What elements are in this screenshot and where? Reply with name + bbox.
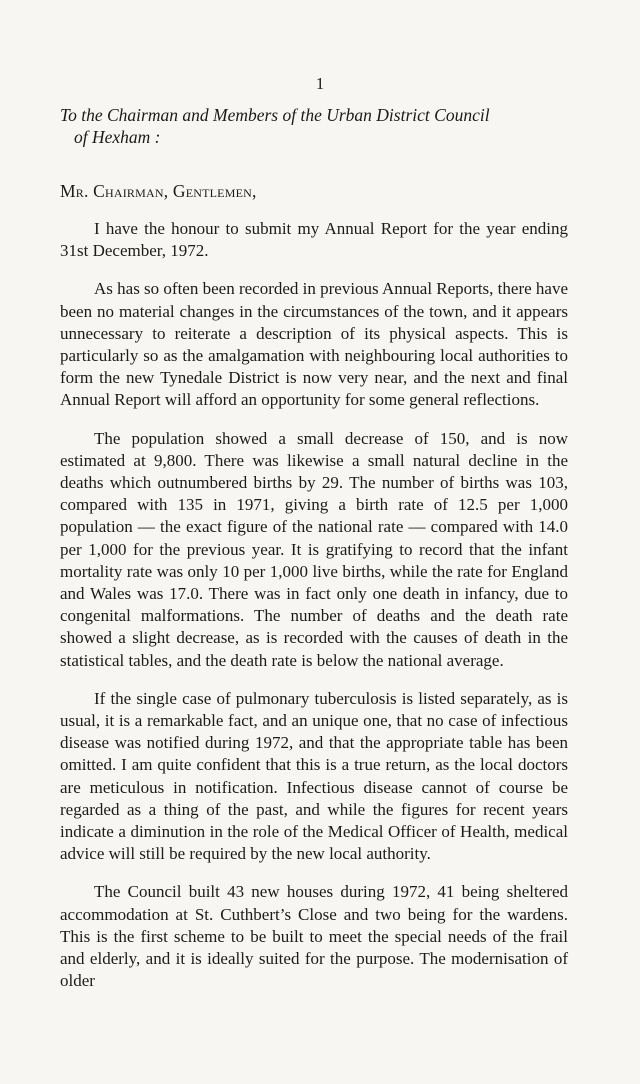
address-line-1: To the Chairman and Members of the Urban District Council (60, 105, 490, 125)
paragraph-3: The population showed a small decrease of 150, and is now estimated at 9,800. There was likewise a small natural decline in the deaths which outnumbered births by 29. The number of births was 103, compared with 135 in 1971, giving a birth rate of 12.5 per 1,000 population — the exact figure of the national rate — compared with 14.0 per 1,000 for the previous year. It is gratifying to record that the infant mortality rate was only 10 per 1,000 live births, while the rate for England and Wales was 17.0. There was in fact only one death in infancy, due to congenital malformations. The number of deaths and the death rate showed a slight decrease, as is recorded with the causes of death in the statistical tables, and the death rate is below the national average. (60, 428, 568, 670)
page-number: 1 (315, 74, 325, 93)
paragraph-1: I have the honour to submit my Annual Report for the year ending 31st December, 1972. (60, 219, 568, 261)
address-line-2: of Hexham : (74, 127, 161, 147)
paragraph-4: If the single case of pulmonary tuberculosis is listed separately, as is usual, it is a remarkable fact, and an unique one, that no case of infectious disease was notified during 1972, and that the appropriate table has been omitted. I am quite confident that this is a true return, as the local doctors are meticulous in notification. Infectious disease cannot of course be regarded as a thing of the past, and while the figures for recent years indicate a diminution in the role of the Medical Officer of Health, medical advice will still be required by the new local authority. (60, 688, 568, 864)
paragraph-2: As has so often been recorded in previous Annual Reports, there have been no material changes in the circumstances of the town, and it appears unnecessary to reiterate a description of its physical aspects. This is particularly so as the amalgamation with neighbouring local authorities to form the new Tynedale District is now very near, and the next and final Annual Report will afford an opportunity for some general reflections. (60, 279, 568, 410)
salutation-text: Mr. Chairman, Gentlemen, (60, 181, 257, 201)
salutation (60, 181, 568, 202)
paragraph-5: The Council built 43 new houses during 1972, 41 being sheltered accommodation at St. Cuthbert’s Close and two being for the wardens. This is the first scheme to be built to meet the special needs of the frail and elderly, and it is ideally suited for the purpose. The modernisation of older (60, 882, 568, 991)
letter-body (60, 72, 568, 993)
address-block (60, 104, 568, 148)
